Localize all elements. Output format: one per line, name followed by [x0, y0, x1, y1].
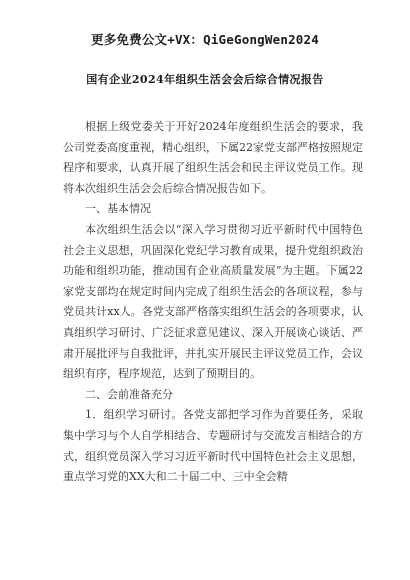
paragraph-intro: 根据上级党委关于开好2024年度组织生活会的要求，我公司党委高度重视，精心组织，下属22家党支部严格按照规定程序和要求，认真开展了组织生活会和民主评议党员工作。现将本次组织生活会会后综合情况报告如下。 [63, 120, 363, 195]
section-heading-preparation: 二、会前准备充分 [85, 387, 173, 401]
document-body [63, 117, 363, 488]
promo-line: 更多免费公文+VX：QiGeGongWen2024 [91, 32, 319, 47]
section-heading-basic: 一、基本情况 [85, 202, 151, 216]
page-title: 国有企业2024年组织生活会会后综合情况报告 [86, 73, 324, 86]
paragraph-basic-situation: 本次组织生活会以“深入学习贯彻习近平新时代中国特色社会主义思想，巩固深化党纪学习教育成果，提升党组织政治功能和组织功能，推动国有企业高质量发展”为主题。下属22家党支部均在规定时间内完成了组织生活会的各项议程，参与党员共计xx人。各党支部严格落实组织生活会的各项要求，认真组织学习研讨、广泛征求意见建议、深入开展谈心谈话、严肃开展批评与自我批评，并扎实开展民主评议党员工作，会议组织有序，程序规范，达到了预期目的。 [63, 222, 363, 381]
paragraph-study: 1．组织学习研讨。各党支部把学习作为首要任务，采取集中学习与个人自学相结合、专题研讨与交流发言相结合的方式，组织党员深入学习习近平新时代中国特色社会主义思想，重点学习党的XX大和二十届二中、三中全会精 [63, 408, 363, 484]
